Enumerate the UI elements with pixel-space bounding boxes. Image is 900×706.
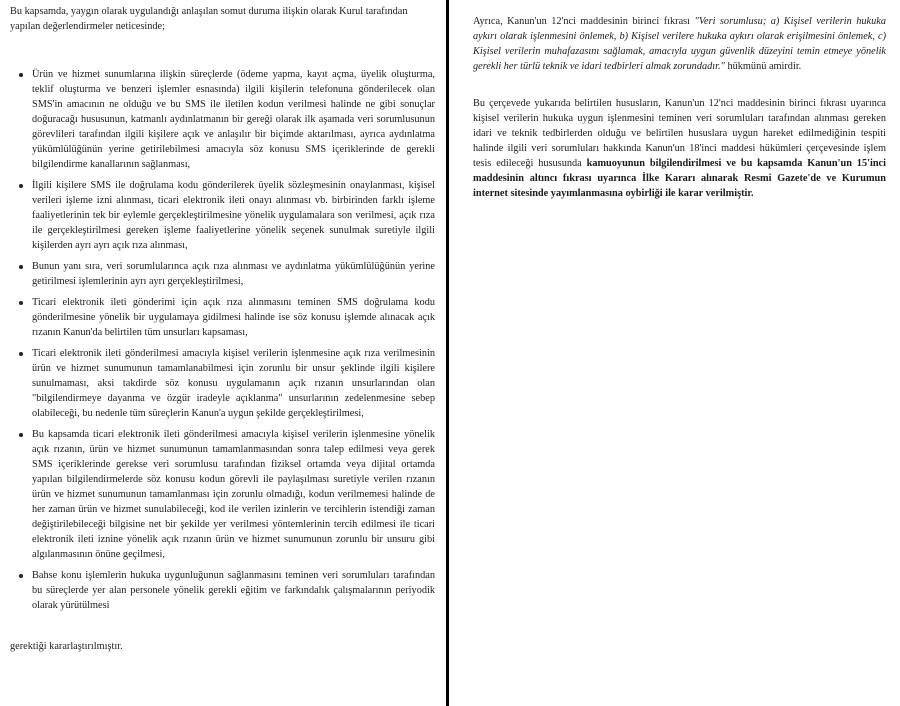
bullet-icon [19,352,23,356]
bullet-icon [19,301,23,305]
list-item [10,346,435,421]
list-item-text: Bunun yanı sıra, veri sorumlularınca açık rıza alınması ve aydınlatma yükümlülüğünün yerine getirilmesi işlemlerinin ayrı ayrı gerçekleştirilmesi, [32,261,435,287]
list-item-text: Ticari elektronik ileti gönderimi için açık rıza alınmasını teminen SMS doğrulama kodu gönderilmesine yönelik bir uygulamaya gidilmesi halinde ise söz konusu işlemde alınacak açık rızanın Kanun'da belirtilen tüm unsurları kapsaması, [32,297,435,338]
bullet-icon [19,574,23,578]
decision-text: Bu çerçevede yukarıda belirtilen hususların, Kanun'un 12'nci maddesinin birinci fıkrası uyarınca kişisel verilerin hukuka uygun işlenmesini teminen veri sorumluları tarafından alınması gereken idari ve teknik tedbirlerden olduğu ve belirtilen hususlara uygun hareket edilmediğinin tespiti halinde ilgili veri sorumluları hakkında Kanun'un 18'inci maddesi hükümleri çerçevesinde işlem tesis edileceği hususunda [473,98,886,169]
decision-bold-text: kamuoyunun bilgilendirilmesi ve bu kapsamda Kanun'un 15'inci maddesinin altıncı fıkrası uyarınca İlke Kararı alınarak Resmi Gazete'de ve Kurumun internet sitesinde yayımlanmasına oybirliği ile karar verilmiştir. [473,158,886,199]
list-item [10,427,435,562]
list-item-text: Bu kapsamda ticari elektronik ileti gönderilmesi amacıyla kişisel verilerin işlenmesine yönelik açık rızanın, ürün ve hizmet sunumunun tamamlanmasından sonra talep edilmesi veya gerek SMS içeriklerinde gerekse veri sorumlusu tarafından fiziksel ortamda veya dijital ortamda yapılan bilgilendirmelerde söz konusu kodun görevli ile paylaşılması suretiyle verilen rızanın ürün ve hizmet sunumunun tamamlanması için zorunlu olmadığı, kodun verilmemesi halinde de her zaman ürün ve hizmet sunulabileceği, kod ile verilen izinlerin ve tercihlerin istendiği zaman değiştirilebileceği bilgisine net bir şekilde yer verilmesi yöntemlerinin tercih edilmesi ile ticari elektronik ileti iznine yönelik açık rızanın ürün ve hizmet sunumunun zorunlu bir unsuru gibi algılanmasının önüne geçilmesi, [32,429,435,560]
list-item [10,568,435,613]
list-item [10,178,435,253]
decision-paragraph [473,96,886,201]
article-12-quote: "Veri sorumlusu; a) Kişisel verilerin hukuka aykırı olarak işlenmesini önlemek, b) Kişisel verilere hukuka aykırı olarak erişilmesini önlemek, c) Kişisel verilerin muhafazasını sağlamak, amacıyla uygun güvenlik düzeyini temin etmeye yönelik gerekli her türlü teknik ve idari tedbirleri almak zorundadır." [473,16,886,72]
intro-paragraph: Bu kapsamda, yaygın olarak uygulandığı anlaşılan somut duruma ilişkin olarak Kurul tarafından yapılan değerlendirmeler neticesinde; [10,6,408,32]
right-page [449,0,900,706]
list-item-text: Ürün ve hizmet sunumlarına ilişkin süreçlerde (ödeme yapma, kayıt açma, üyelik oluşturma, teklif oluşturma ve benzeri işlemler esnasında) ilgili kişilerin telefonuna gönderilecek olan SMS'in amacının ne olduğu ve bu SMS ile iletilen kodun verilmesi halinde ne gibi sonuçlar doğuracağı hususunun, katmanlı aydınlatmanın bir gereği olarak ilk aşamada veri sorumlusunun görevlileri tarafından ilgili kişilere açık ve anlaşılır bir biçimde aktarılması, ayrıca aydınlatma yükümlülüğünün yerine getirilebilmesi amacıyla söz konusu SMS içeriklerinde de gerekli bilgilendirme kanallarının sağlanması, [32,69,435,170]
bullet-icon [19,184,23,188]
bullet-icon [19,433,23,437]
list-item-text: Ticari elektronik ileti gönderilmesi amacıyla kişisel verilerin işlenmesine açık rıza verilmesinin ürün ve hizmet sunumunun tamamlanabilmesi için zorunlu bir unsur şeklinde ilgili kişilere sunulmaması, aksi takdirde söz konusu uygulamanın açık rızanın unsurlarından olan "bilgilendirmeye dayanma ve özgür iradeyle açıklanma" unsurlarının zedelenmesine sebep olabileceği, bu nedenle tüm süreçlerin Kanun'a uygun şekilde gerçekleştirilmesi, [32,348,435,419]
decision-list [10,67,435,613]
article-12-tail: hükmünü amirdir. [724,61,802,72]
bullet-icon [19,265,23,269]
bullet-icon [19,73,23,77]
closing-line: gerektiği kararlaştırılmıştır. [10,641,123,652]
article-12-lead: Ayrıca, Kanun'un 12'nci maddesinin birinci fıkrası [473,16,695,27]
left-page [0,0,445,706]
list-item [10,67,435,172]
list-item-text: Bahse konu işlemlerin hukuka uygunluğunun sağlanmasını teminen veri sorumluları tarafından bu süreçlerde yer alan personele yönelik gerekli eğitim ve farkındalık çalışmalarının periyodik olarak yürütülmesi [32,570,435,611]
article-12-paragraph [473,14,886,74]
list-item-text: İlgili kişilere SMS ile doğrulama kodu gönderilerek üyelik sözleşmesinin onaylanması, kişisel verileri işleme izni alınması, ticari elektronik ileti onayı alınması vb. birbirinden farklı işleme faaliyetlerinin tek bir eylemle gerçekleştirilmesine yönelik uygulamalara son verilmesi, açık rıza ile gerçekleştirilmesi gereken işleme faaliyetlerine yönelik seçenek sunulmak suretiyle ilgili kişilerden ayrı ayrı açık rıza alınması, [32,180,435,251]
list-item [10,259,435,289]
list-item [10,295,435,340]
